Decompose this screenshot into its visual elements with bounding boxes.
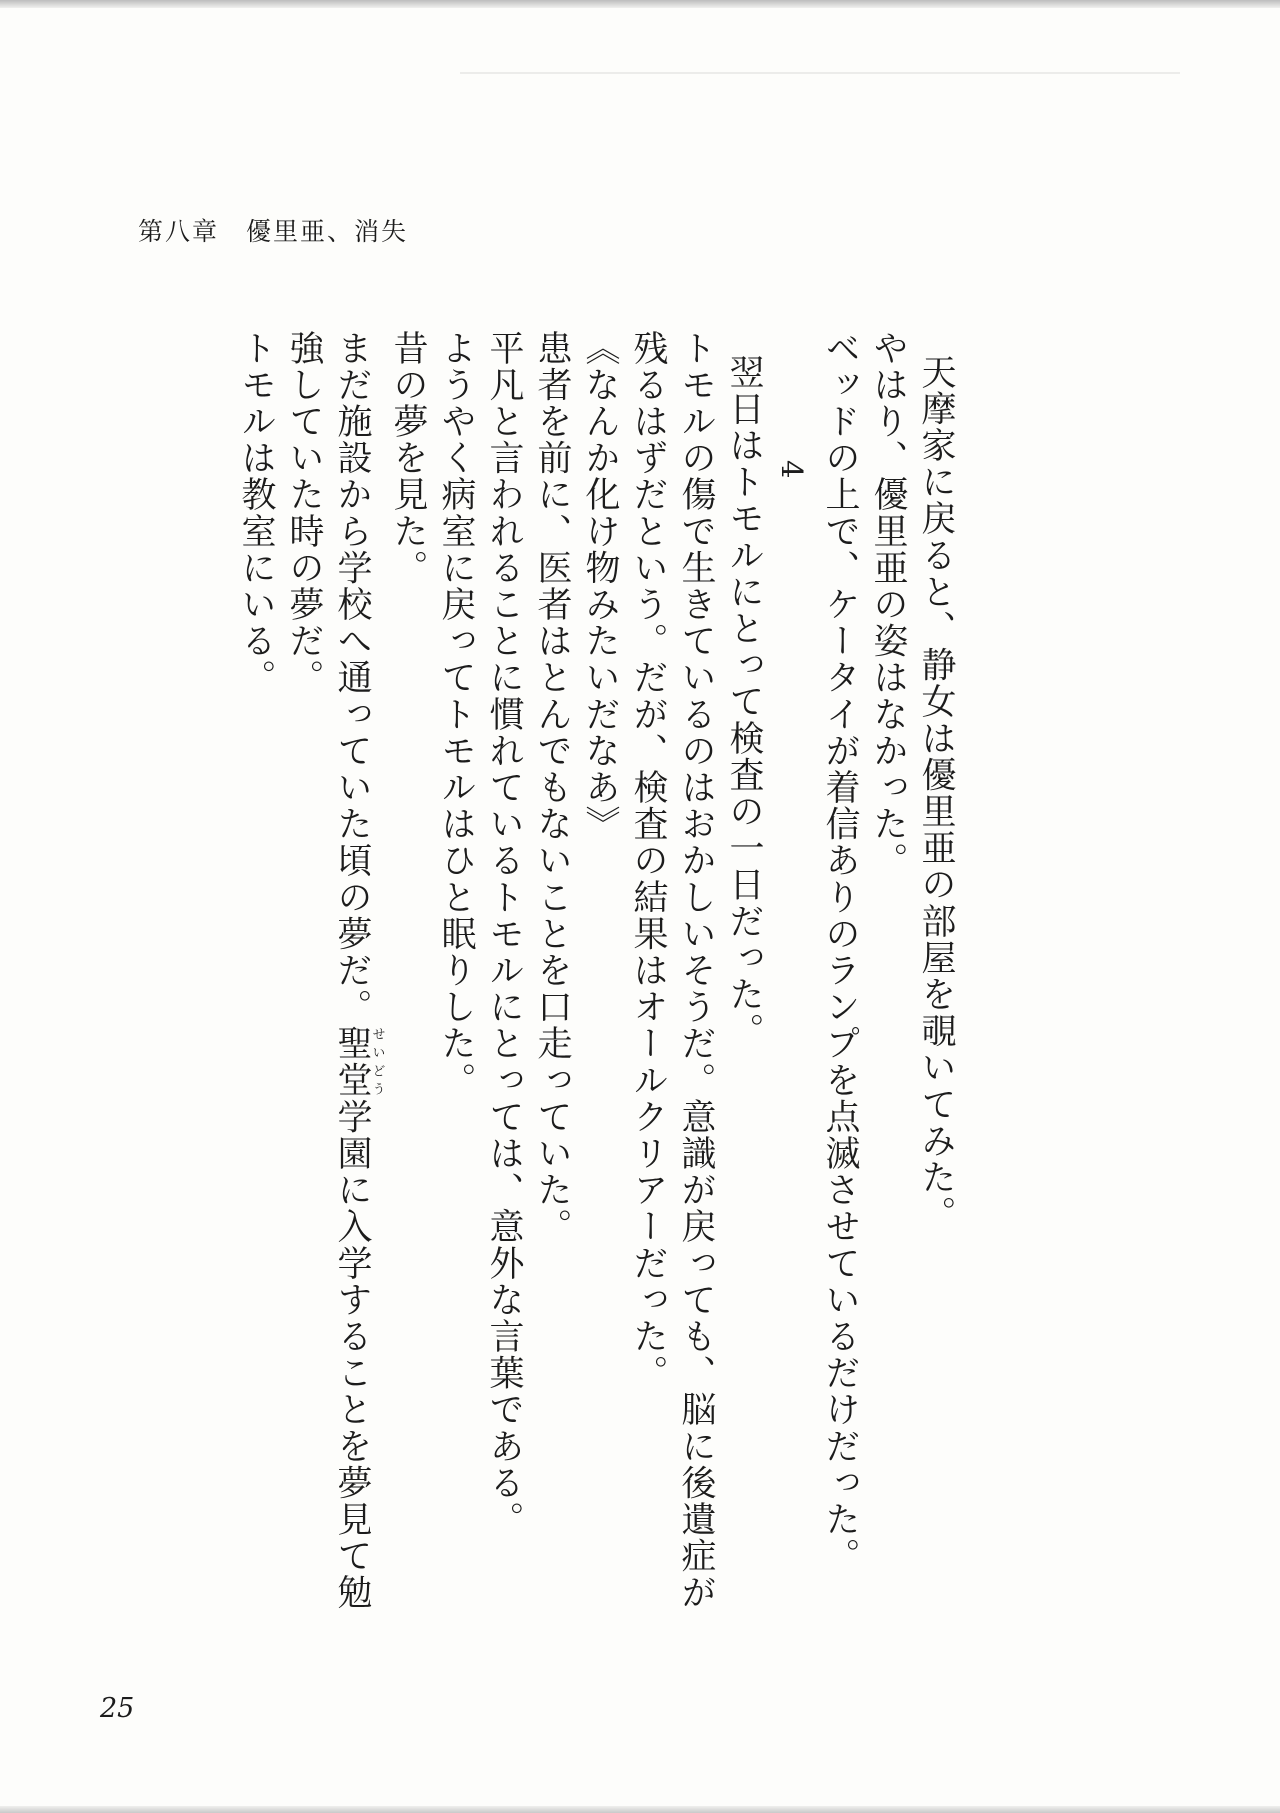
paragraph: トモルは教室にいる。	[236, 330, 276, 696]
paragraph-with-ruby	[280, 330, 384, 1640]
paragraph: やはり、優里亜の姿はなかった。	[868, 330, 908, 879]
ruby-reading: せいどう	[369, 1025, 385, 1099]
chapter-title: 第八章 優里亜、消失	[138, 217, 409, 246]
scan-edge-bottom	[0, 1806, 1280, 1813]
paragraph: ようやく病室に戻ってトモルはひと眠りした。	[436, 330, 476, 1099]
paragraph: 患者を前に、医者はとんでもないことを口走っていた。	[532, 330, 572, 1245]
body-text-vertical	[232, 330, 960, 1640]
paragraph-segment: 学園に入学することを夢見て勉強していた時の夢だ。	[284, 330, 372, 1612]
ruby-base: 聖堂	[332, 1025, 372, 1099]
paragraph: ベッドの上で、ケータイが着信ありのランプを点滅させているだけだった。	[820, 330, 860, 1575]
section-number: 4	[775, 460, 809, 481]
paragraph: 翌日はトモルにとって検査の一日だった。	[724, 354, 764, 1050]
paragraph-quote: 《なんか化け物みたいだなあ》	[580, 330, 620, 843]
scan-edge-top	[0, 0, 1280, 8]
paragraph-segment: まだ施設から学校へ通っていた頃の夢だ。	[332, 330, 372, 1026]
paragraph: トモルの傷で生きているのはおかしいそうだ。意識が戻っても、脳に後遺症が残るはずだという。だが、検査の結果はオールクリアーだった。	[628, 330, 716, 1611]
scan-artifact-line	[460, 72, 1180, 74]
page-number: 25	[100, 1693, 135, 1724]
paragraph: 平凡と言われることに慣れているトモルにとっては、意外な言葉である。	[484, 330, 524, 1538]
paragraph: 天摩家に戻ると、静女は優里亜の部屋を覗いてみた。	[916, 354, 956, 1233]
ruby-word	[332, 1025, 385, 1099]
paragraph: 昔の夢を見た。	[388, 330, 428, 587]
